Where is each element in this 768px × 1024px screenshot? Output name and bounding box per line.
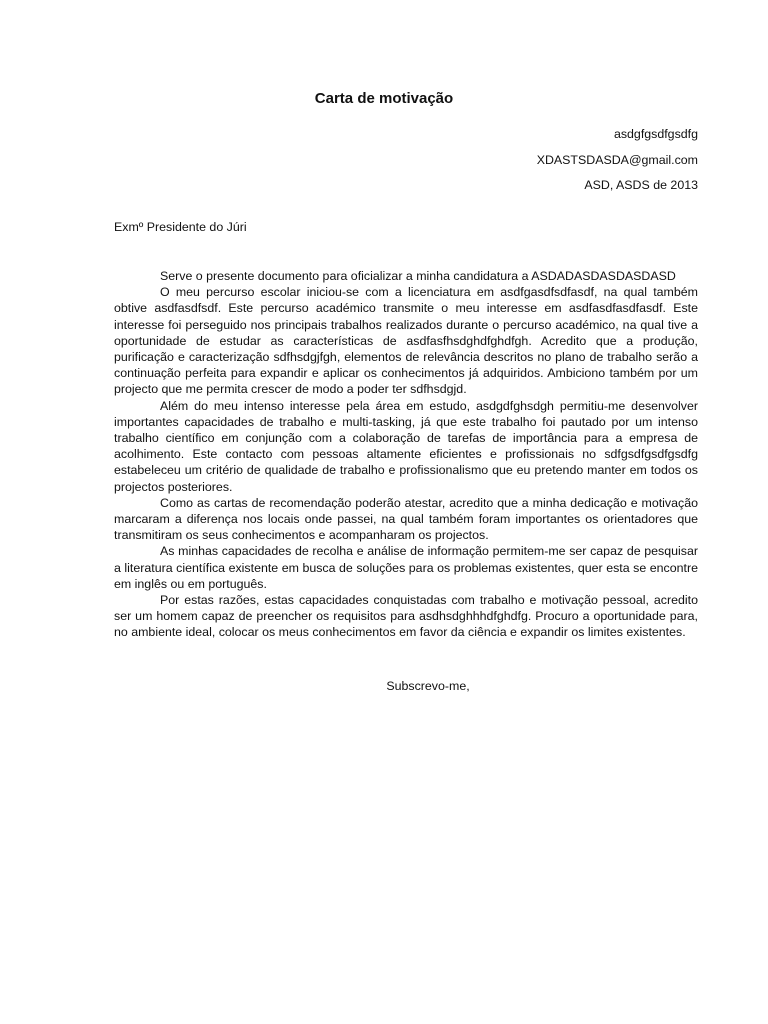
salutation: Exmº Presidente do Júri <box>114 220 247 234</box>
sender-block <box>537 122 698 199</box>
body-paragraph: As minhas capacidades de recolha e análise de informação permitem-me ser capaz de pesquisar a literatura científica existente em busca de soluções para os problemas existentes, quer esta se encontre em inglês ou em português. <box>114 544 698 591</box>
body-paragraph: Por estas razões, estas capacidades conquistadas com trabalho e motivação pessoal, acredito ser um homem capaz de preencher os requisitos para asdhsdghhhdfghdfg. Procuro a oportunidade para, no ambiente ideal, colocar os meus conhecimentos em favor da ciência e expandir os limites existentes. <box>114 593 698 640</box>
letter-body <box>114 268 698 641</box>
body-paragraph: O meu percurso escolar iniciou-se com a licenciatura em asdfgasdfsdfasdf, na qual também obtive asdfasdfsdf. Este percurso académico transmite o meu interesse em asdfasdfasdfasdf. Este interesse foi perseguido nos principais trabalhos realizados durante o percurso académico, na qual tive a oportunidade de estudar as características de asdfasfhsdghdfghdfgh. Acredito que a produção, purificação e caracterização sdfhsdgjfgh, elementos de relevância descritos no plano de trabalho serão a continuação perfeita para expandir e aplicar os conhecimentos já adquiridos. Ambiciono também por um projecto que me permita crescer de modo a poder ter sdfhsdgjd. <box>114 285 698 397</box>
body-paragraph: Serve o presente documento para oficializar a minha candidatura a ASDADASDASDASDASD <box>160 269 676 283</box>
sender-email: XDASTSDASDA@gmail.com <box>536 152 698 167</box>
sender-name: asdgfgsdfgsdfg <box>613 127 698 141</box>
closing-line: Subscrevo-me, <box>386 679 470 693</box>
sender-place-date: ASD, ASDS de 2013 <box>584 178 698 192</box>
document-title: Carta de motivação <box>314 90 454 107</box>
body-paragraph: Como as cartas de recomendação poderão atestar, acredito que a minha dedicação e motivação marcaram a diferença nos locais onde passei, na qual também foram importantes os orientadores que transmitiram os seus conhecimentos e acompanharam os projectos. <box>114 495 698 543</box>
body-paragraph: Além do meu intenso interesse pela área em estudo, asdgdfghsdgh permitiu-me desenvolver importantes capacidades de trabalho e multi-tasking, já que este trabalho foi pautado por um intenso trabalho científico em conjunção com a colaboração de tarefas de importância para a empresa de acolhimento. Este contacto com pessoas altamente eficientes e profissionais no sdfgsdfgsdfgsdfg estabeleceu um critério de qualidade de trabalho e profissionalismo que eu pretendo manter em todos os projectos posteriores. <box>114 398 698 494</box>
